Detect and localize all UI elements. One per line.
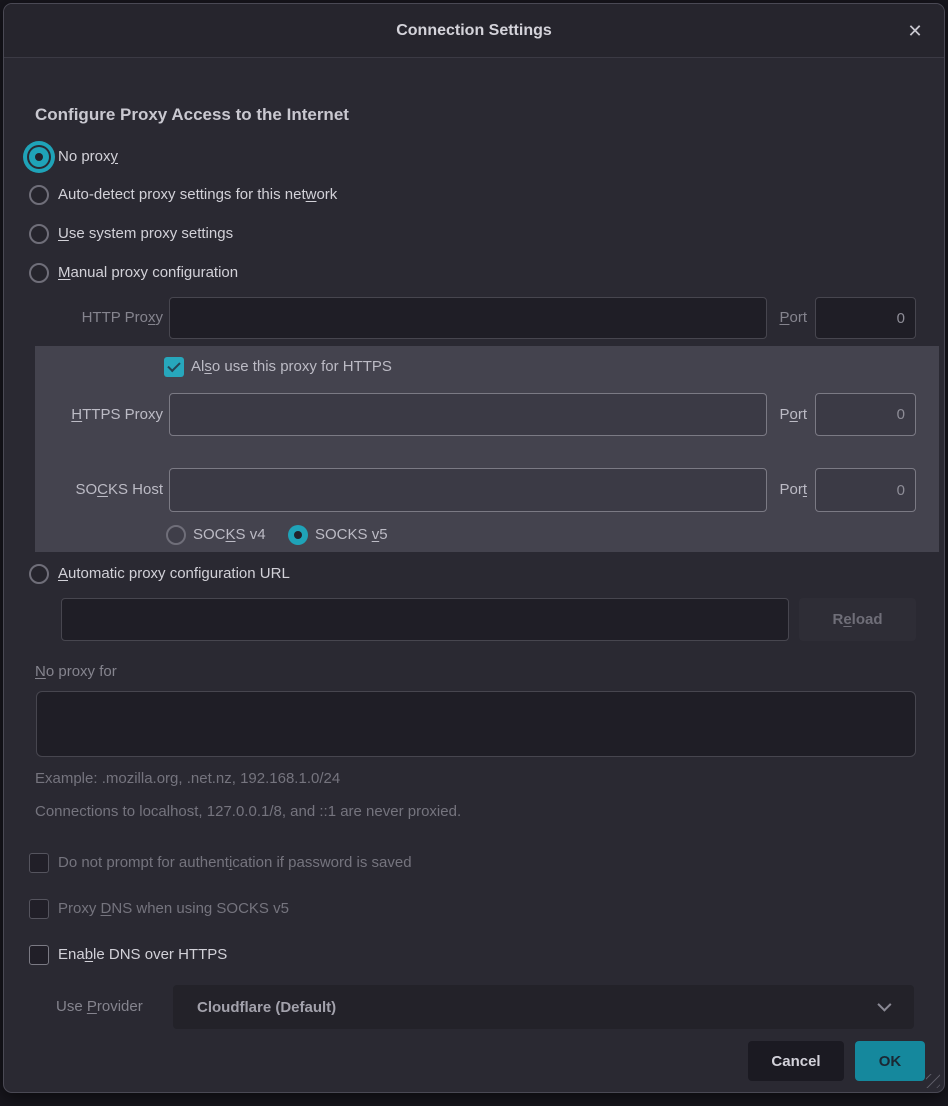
- radio-system-proxy[interactable]: [29, 224, 49, 244]
- proxy-dns-label[interactable]: Proxy DNS when using SOCKS v5: [58, 900, 289, 917]
- socks-port-label: Port: [779, 481, 807, 498]
- socks-port-input[interactable]: [815, 468, 916, 512]
- https-proxy-label: HTTPS Proxy: [71, 406, 163, 423]
- radio-socks-v5[interactable]: [288, 525, 308, 545]
- radio-no-proxy[interactable]: [29, 147, 49, 167]
- proxy-dns-checkbox[interactable]: [29, 899, 49, 919]
- reload-button[interactable]: Reload: [799, 598, 916, 641]
- radio-socks-v4-label[interactable]: SOCKS v4: [193, 526, 266, 543]
- radio-auto-detect-label[interactable]: Auto-detect proxy settings for this network: [58, 186, 338, 203]
- radio-auto-detect[interactable]: [29, 185, 49, 205]
- https-port-input[interactable]: [815, 393, 916, 436]
- radio-manual-proxy[interactable]: [29, 263, 49, 283]
- radio-auto-url[interactable]: [29, 564, 49, 584]
- chevron-down-icon: [877, 998, 891, 1012]
- no-proxy-for-label: No proxy for: [35, 663, 117, 680]
- resize-grip[interactable]: [926, 1074, 940, 1088]
- socks-host-input[interactable]: [169, 468, 767, 512]
- radio-socks-v4[interactable]: [166, 525, 186, 545]
- no-proxy-example-text: Example: .mozilla.org, .net.nz, 192.168.1.0/24: [35, 770, 341, 787]
- http-port-label: Port: [779, 309, 807, 326]
- titlebar: [4, 4, 944, 58]
- provider-dropdown[interactable]: [173, 985, 914, 1029]
- also-https-checkbox[interactable]: [164, 357, 184, 377]
- no-proxy-note-text: Connections to localhost, 127.0.0.1/8, and ::1 are never proxied.: [35, 803, 462, 820]
- enable-doh-label[interactable]: Enable DNS over HTTPS: [58, 946, 228, 963]
- no-prompt-auth-label[interactable]: Do not prompt for authentication if password is saved: [58, 854, 412, 871]
- radio-no-proxy-label[interactable]: No proxy: [58, 148, 119, 165]
- no-proxy-for-textarea[interactable]: [36, 691, 916, 757]
- no-prompt-auth-checkbox[interactable]: [29, 853, 49, 873]
- radio-socks-v5-label[interactable]: SOCKS v5: [315, 526, 388, 543]
- enable-doh-checkbox[interactable]: [29, 945, 49, 965]
- close-icon[interactable]: ✕: [907, 20, 923, 41]
- http-proxy-label: HTTP Proxy: [81, 309, 163, 326]
- socks-host-label: SOCKS Host: [75, 481, 163, 498]
- also-https-label[interactable]: Also use this proxy for HTTPS: [191, 358, 392, 375]
- http-proxy-input[interactable]: [169, 297, 767, 339]
- radio-manual-proxy-label[interactable]: Manual proxy configuration: [58, 264, 239, 281]
- radio-system-proxy-label[interactable]: Use system proxy settings: [58, 225, 234, 242]
- https-port-label: Port: [779, 406, 807, 423]
- provider-dropdown-value: Cloudflare (Default): [197, 998, 337, 1016]
- dialog-title: Connection Settings: [396, 22, 552, 39]
- cancel-button[interactable]: Cancel: [748, 1041, 844, 1081]
- page-title: Configure Proxy Access to the Internet: [35, 105, 349, 124]
- http-port-input[interactable]: [815, 297, 916, 339]
- https-proxy-input[interactable]: [169, 393, 767, 436]
- use-provider-label: Use Provider: [56, 998, 143, 1015]
- radio-auto-url-label[interactable]: Automatic proxy configuration URL: [58, 565, 290, 582]
- connection-settings-dialog: [3, 3, 945, 1093]
- auto-url-input[interactable]: [61, 598, 789, 641]
- ok-button[interactable]: OK: [855, 1041, 925, 1081]
